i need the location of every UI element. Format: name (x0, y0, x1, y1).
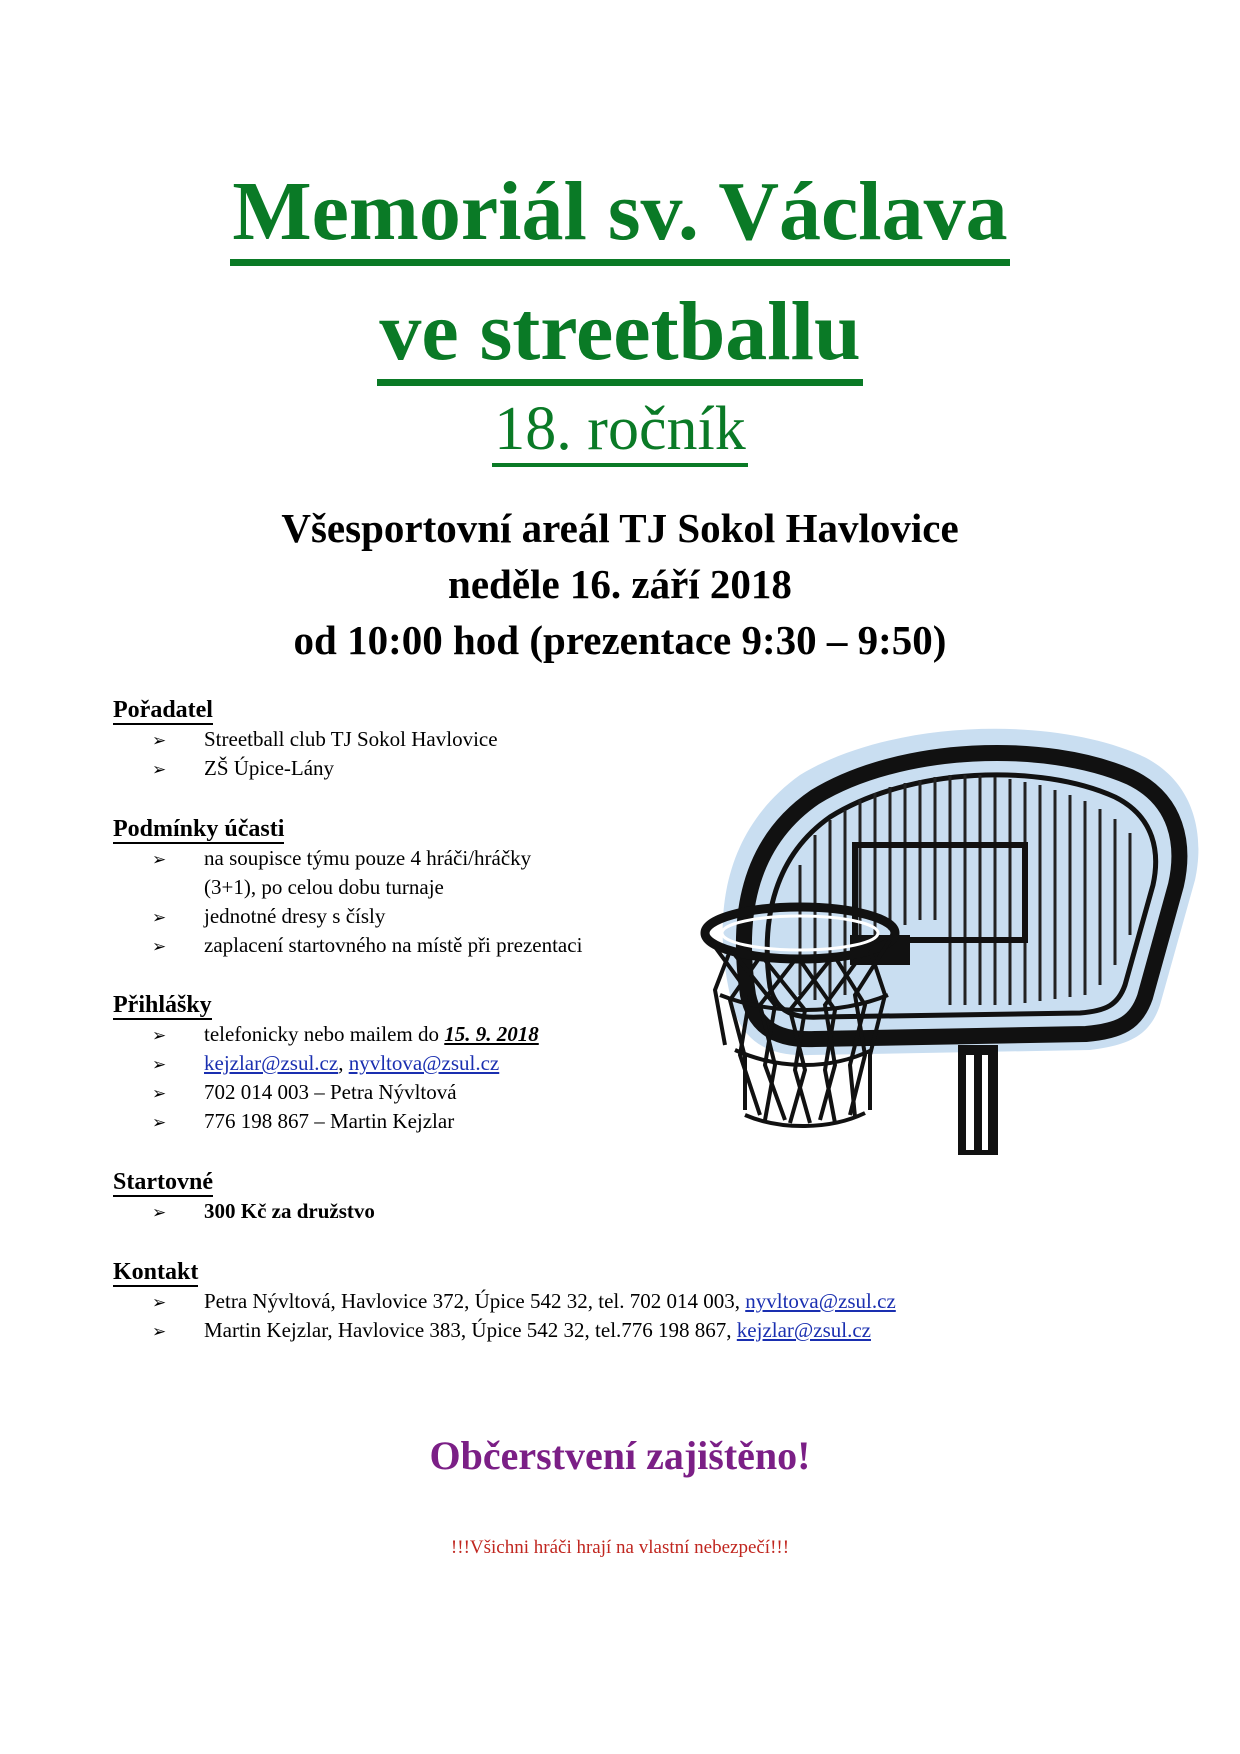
list-item: ➢ zaplacení startovného na místě při prezentaci (152, 931, 582, 962)
contact-heading: Kontakt (113, 1259, 199, 1285)
venue-time: od 10:00 hod (prezentace 9:30 – 9:50) (293, 617, 947, 663)
email-link-kejzlar[interactable]: kejzlar@zsul.cz (736, 1318, 871, 1342)
arrow-bullet-icon: ➢ (152, 908, 167, 928)
arrow-bullet-icon: ➢ (152, 1203, 167, 1223)
registration-heading: Přihlášky (113, 992, 212, 1018)
basketball-hoop-illustration (690, 705, 1210, 1225)
list-item: ➢ 702 014 003 – Petra Nývltová (152, 1078, 457, 1109)
registration-deadline: 15. 9. 2018 (444, 1022, 539, 1046)
list-item: ➢ 776 198 867 – Martin Kejzlar (152, 1107, 454, 1138)
list-item: ➢ Streetball club TJ Sokol Havlovice (152, 725, 498, 756)
event-title-line2: ve streetballu (0, 290, 1240, 374)
email-link-kejzlar[interactable]: kejzlar@zsul.cz (204, 1051, 339, 1075)
arrow-bullet-icon: ➢ (152, 1113, 167, 1133)
refreshments-note: Občerstvení zajištěno! (429, 1433, 811, 1478)
list-item: ➢ jednotné dresy s čísly (152, 902, 385, 933)
email-link-nyvltova[interactable]: nyvltova@zsul.cz (745, 1289, 896, 1313)
list-item: ➢ telefonicky nebo mailem do 15. 9. 2018 (152, 1020, 539, 1051)
event-edition: 18. ročník (0, 398, 1240, 460)
conditions-heading: Podmínky účasti (113, 816, 285, 842)
arrow-bullet-icon: ➢ (152, 760, 167, 780)
fee-heading: Startovné (113, 1169, 213, 1195)
list-item: ➢ Petra Nývltová, Havlovice 372, Úpice 542 32, tel. 702 014 003, nyvltova@zsul.cz (152, 1287, 896, 1318)
arrow-bullet-icon: ➢ (152, 731, 167, 751)
list-item: ➢ na soupisce týmu pouze 4 hráči/hráčky (152, 844, 531, 875)
event-title-line1: Memoriál sv. Václava (0, 170, 1240, 254)
organizer-heading: Pořadatel (113, 697, 213, 723)
arrow-bullet-icon: ➢ (152, 1084, 167, 1104)
list-item: ➢ kejzlar@zsul.cz, nyvltova@zsul.cz (152, 1049, 499, 1080)
email-link-nyvltova[interactable]: nyvltova@zsul.cz (348, 1051, 500, 1075)
venue-place: Všesportovní areál TJ Sokol Havlovice (281, 505, 959, 551)
list-item: ➢ Martin Kejzlar, Havlovice 383, Úpice 542 32, tel.776 198 867, kejzlar@zsul.cz (152, 1316, 871, 1347)
list-item: ➢ 300 Kč za družstvo (152, 1197, 375, 1228)
list-item: ➢ ZŠ Úpice-Lány (152, 754, 334, 785)
safety-warning: !!!Všichni hráči hrají na vlastní nebezpečí!!! (450, 1537, 790, 1558)
arrow-bullet-icon: ➢ (152, 937, 167, 957)
venue-date: neděle 16. září 2018 (448, 561, 792, 607)
list-item-continuation: (3+1), po celou dobu turnaje (204, 875, 444, 899)
arrow-bullet-icon: ➢ (152, 850, 167, 870)
arrow-bullet-icon: ➢ (152, 1322, 167, 1342)
arrow-bullet-icon: ➢ (152, 1026, 167, 1046)
arrow-bullet-icon: ➢ (152, 1293, 167, 1313)
arrow-bullet-icon: ➢ (152, 1055, 167, 1075)
